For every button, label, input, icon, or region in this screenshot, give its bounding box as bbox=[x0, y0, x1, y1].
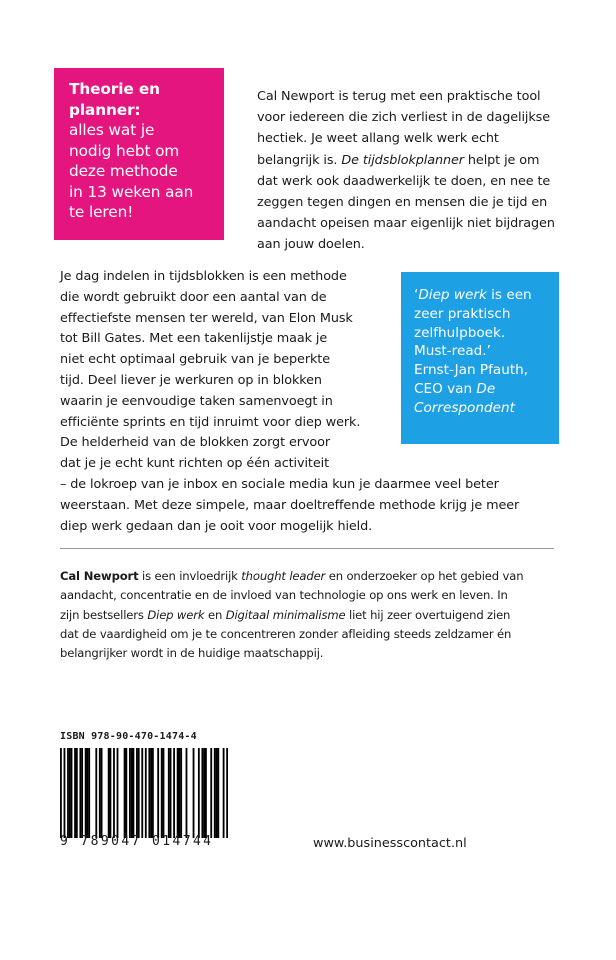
main-line: dat je je echt kunt richten op één activiteit bbox=[60, 456, 329, 472]
promo-line5: deze methode bbox=[69, 162, 178, 180]
barcode-bar bbox=[226, 748, 228, 838]
bio-text: is een invloedrijk bbox=[138, 569, 242, 583]
quote-line2: zeer praktisch bbox=[414, 305, 511, 322]
barcode-bar bbox=[124, 748, 126, 838]
quote-box bbox=[401, 272, 559, 444]
barcode-bar bbox=[161, 748, 163, 838]
main-line: tijd. Deel liever je werkuren op in blokken bbox=[60, 372, 322, 388]
barcode-bar bbox=[168, 748, 170, 838]
barcode-bar bbox=[216, 748, 218, 838]
promo-text bbox=[69, 79, 216, 223]
bio-author-name: Cal Newport bbox=[60, 569, 139, 583]
barcode-bar bbox=[180, 748, 182, 838]
main-line: efficiënte sprints en tijd inruimt voor diep werk. bbox=[60, 414, 361, 430]
barcode-bar bbox=[148, 748, 150, 838]
quote-text bbox=[414, 286, 553, 418]
barcode-bar bbox=[117, 748, 119, 838]
main-line: De helderheid van de blokken zorgt ervoor bbox=[60, 435, 330, 451]
barcode-bar bbox=[133, 748, 135, 838]
barcode-bar bbox=[67, 748, 69, 838]
promo-heading-line1: Theorie en bbox=[69, 80, 160, 98]
main-line: effectiefste mensen ter wereld, van Elon Musk bbox=[60, 310, 353, 326]
publisher-website: www.businesscontact.nl bbox=[313, 836, 467, 851]
promo-line3: alles wat je bbox=[69, 121, 155, 139]
barcode-bar bbox=[210, 748, 212, 838]
barcode-bar bbox=[129, 748, 131, 838]
promo-line4: nodig hebt om bbox=[69, 141, 180, 160]
bio-text: en onderzoeker op het gebied van bbox=[325, 569, 524, 583]
barcode-bar bbox=[157, 748, 159, 838]
quote-open-mark: ‘ bbox=[414, 287, 419, 303]
barcode-bar bbox=[178, 748, 180, 838]
bio-book-title: Digitaal minimalisme bbox=[225, 607, 346, 622]
barcode-bar bbox=[163, 748, 165, 838]
barcode-bar bbox=[198, 748, 200, 838]
barcode-bar bbox=[95, 748, 97, 838]
bio-text: liet hij zeer overtuigend zien bbox=[345, 607, 511, 622]
bio-text: zijn bestsellers bbox=[60, 607, 148, 622]
barcode-bar bbox=[131, 748, 133, 838]
bio-text: en bbox=[204, 607, 226, 622]
main-line: die wordt gebruikt door een aantal van de bbox=[60, 289, 327, 305]
quote-book-title: Diep werk bbox=[418, 287, 487, 303]
barcode-bar bbox=[150, 748, 152, 838]
barcode-bar bbox=[85, 748, 87, 838]
intro-text-before: Cal Newport is terug met een praktische tool voor iedereen die zich verliest in de dagelijkse hectiek. Je weet allang welk werk echt belangrijk is. bbox=[257, 89, 551, 168]
barcode-image bbox=[60, 748, 228, 838]
barcode-bar bbox=[193, 748, 195, 838]
barcode-bar bbox=[125, 748, 127, 838]
author-bio bbox=[60, 567, 560, 663]
promo-box bbox=[54, 68, 224, 240]
quote-role-prefix: CEO van bbox=[414, 380, 477, 397]
promo-line6: in 13 weken aan bbox=[69, 182, 194, 201]
barcode-bar bbox=[136, 748, 138, 838]
quote-publication-line2: Correspondent bbox=[414, 399, 515, 416]
barcode-bar bbox=[108, 748, 110, 838]
barcode-bar bbox=[177, 748, 179, 838]
barcode-bar bbox=[99, 748, 101, 838]
quote-line3: zelfhulpboek. bbox=[414, 324, 506, 341]
barcode-bar bbox=[217, 748, 219, 838]
intro-text-after: helpt je om dat werk ook daadwerkelijk te doen, en nee te zeggen tegen dingen en mensen die je tijd en aandacht opeisen maar eigenlijk niet bijdragen aan jouw doelen. bbox=[257, 152, 555, 253]
quote-line4: Must-read.’ bbox=[414, 343, 491, 360]
barcode-bar bbox=[79, 748, 81, 838]
main-line: tot Bill Gates. Met een takenlijstje maak je bbox=[60, 331, 328, 347]
barcode-bar bbox=[113, 748, 115, 838]
barcode-bar bbox=[69, 748, 71, 838]
barcode-bar bbox=[87, 748, 89, 838]
barcode-bar bbox=[214, 748, 216, 838]
barcode-bar bbox=[145, 748, 147, 838]
barcode-bar bbox=[138, 748, 140, 838]
quote-publication-line1: De bbox=[476, 380, 496, 397]
barcode-bar bbox=[173, 748, 175, 838]
isbn-label: ISBN 978-90-470-1474-4 bbox=[60, 731, 197, 742]
main-line: Je dag indelen in tijdsblokken is een methode bbox=[60, 269, 347, 284]
divider bbox=[60, 548, 554, 549]
ean-digits: 9 789047 014744 bbox=[60, 834, 214, 849]
barcode-bar bbox=[170, 748, 172, 838]
main-line: niet echt optimaal gebruik van je beperkte bbox=[60, 352, 330, 368]
barcode-bar bbox=[141, 748, 143, 838]
bio-line5: belangrijker wordt in de huidige maatschappij. bbox=[60, 646, 324, 661]
barcode-bar bbox=[203, 748, 205, 838]
bio-italic-phrase: thought leader bbox=[241, 569, 326, 583]
barcode-bar bbox=[205, 748, 207, 838]
barcode-bar bbox=[88, 748, 90, 838]
barcode-bar bbox=[101, 748, 103, 838]
barcode-bar bbox=[74, 748, 76, 838]
barcode-bar bbox=[201, 748, 203, 838]
main-line: diep werk gedaan dan je ooit voor mogelijk hield. bbox=[60, 518, 373, 534]
barcode-bar bbox=[60, 748, 62, 838]
barcode-bar bbox=[64, 748, 66, 838]
promo-line7: te leren! bbox=[69, 203, 134, 221]
barcode-bar bbox=[71, 748, 73, 838]
main-line: weerstaan. Met deze simpele, maar doeltreffende methode krijg je meer bbox=[60, 497, 520, 513]
barcode-bar bbox=[110, 748, 112, 838]
quote-line1-rest: is een bbox=[486, 287, 532, 303]
intro-book-title: De tijdsblokplanner bbox=[341, 152, 464, 168]
barcode-bar bbox=[81, 748, 83, 838]
main-line: waarin je eenvoudige taken samenvoegt in bbox=[60, 393, 333, 409]
bio-line2: aandacht, concentratie en de invloed van technologie op ons werk en leven. In bbox=[60, 588, 508, 603]
barcode-bar bbox=[76, 748, 78, 838]
promo-heading-line2: planner: bbox=[69, 100, 141, 119]
bio-line4: dat de vaardigheid om je te concentreren zonder afleiding steeds zeldzamer én bbox=[60, 626, 512, 641]
barcode-bar bbox=[152, 748, 154, 838]
bio-book-title: Diep werk bbox=[147, 607, 205, 622]
barcode-bar bbox=[223, 748, 225, 838]
quote-author: Ernst-Jan Pfauth, bbox=[414, 362, 529, 379]
intro-paragraph bbox=[257, 86, 557, 256]
main-line: – de lokroep van je inbox en sociale media kun je daarmee veel beter bbox=[60, 476, 499, 492]
barcode-bar bbox=[186, 748, 188, 838]
